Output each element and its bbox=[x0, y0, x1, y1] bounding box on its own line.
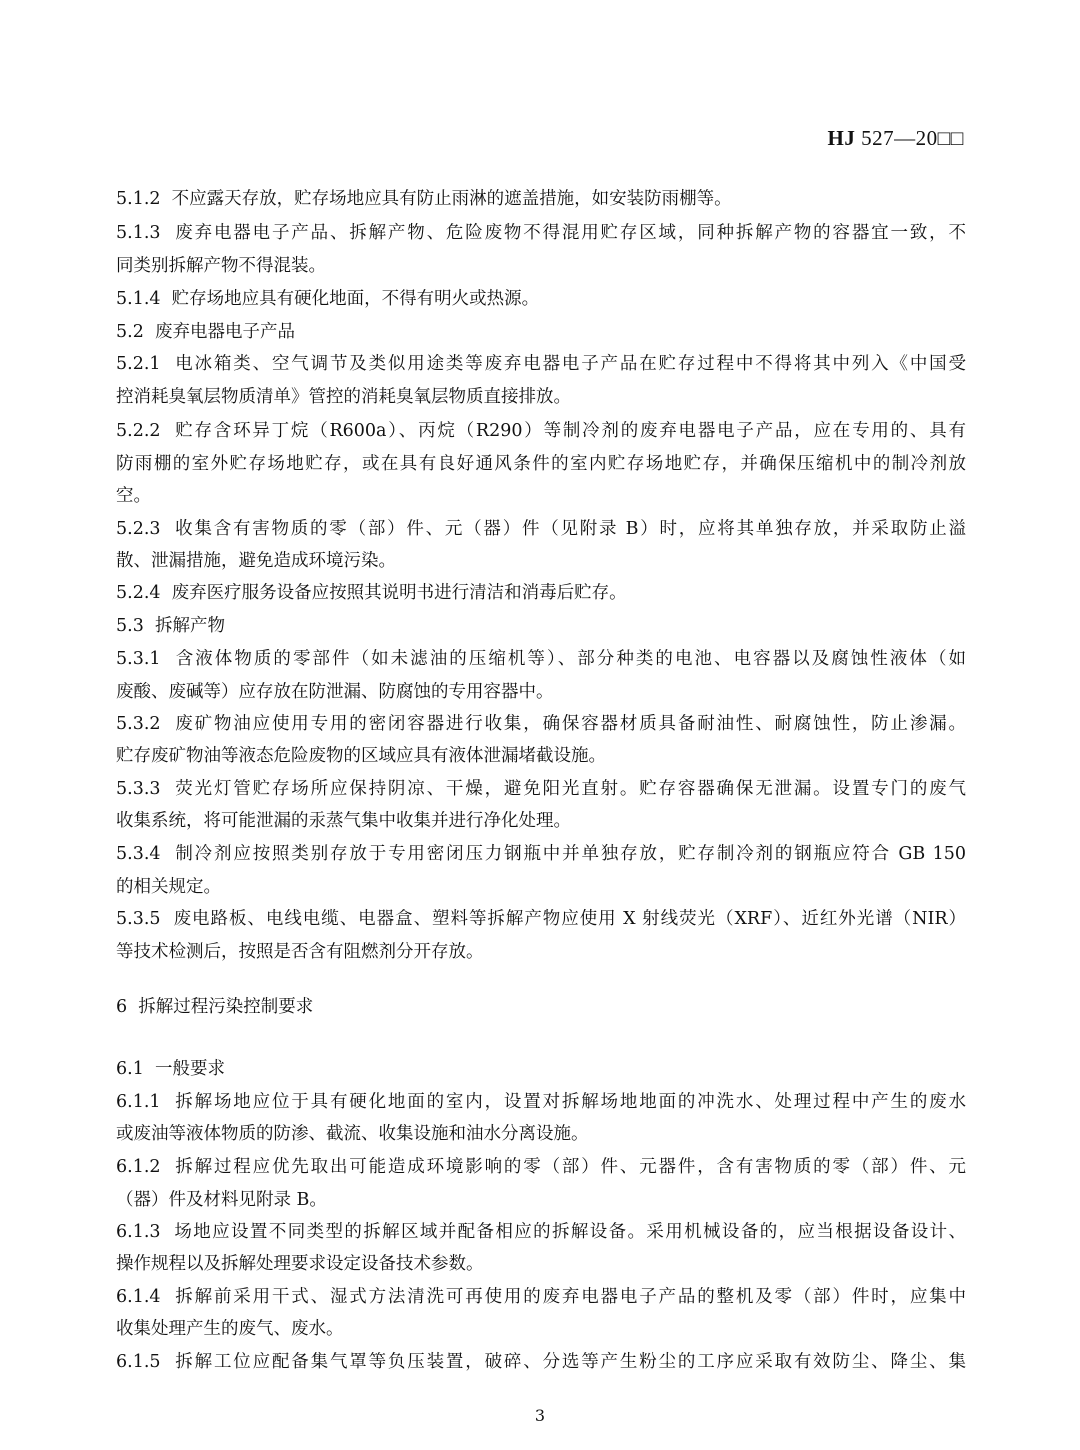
chapter-heading: 6 拆解过程污染控制要求 bbox=[116, 997, 314, 1017]
text-line: （器）件及材料见附录 B。 bbox=[116, 1190, 327, 1210]
text-line: 6.1.4 拆解前采用干式、湿式方法清洗可再使用的废弃电器电子产品的整机及零（部）件时，应集中 bbox=[116, 1287, 966, 1307]
section-heading: 6.1 一般要求 bbox=[116, 1059, 225, 1079]
text-line: 5.2.2 贮存含环异丁烷（R600a）、丙烷（R290）等制冷剂的废弃电器电子产品，应在专用的、具有 bbox=[116, 421, 966, 441]
text-line: 控消耗臭氧层物质清单》管控的消耗臭氧层物质直接排放。 bbox=[116, 387, 571, 407]
text-line: 的相关规定。 bbox=[116, 877, 221, 897]
standard-number: 527—20□□ bbox=[861, 126, 964, 150]
text-line: 5.2.3 收集含有害物质的零（部）件、元（器）件（见附录 B）时，应将其单独存放，并采取防止溢 bbox=[116, 519, 966, 539]
text-line: 收集系统，将可能泄漏的汞蒸气集中收集并进行净化处理。 bbox=[116, 811, 571, 831]
standard-code bbox=[828, 126, 964, 151]
text-line: 5.1.4 贮存场地应具有硬化地面，不得有明火或热源。 bbox=[116, 289, 540, 309]
text-line: 5.3.4 制冷剂应按照类别存放于专用密闭压力钢瓶中并单独存放，贮存制冷剂的钢瓶应符合 GB 150 bbox=[116, 844, 966, 864]
text-line: 收集处理产生的废气、废水。 bbox=[116, 1319, 344, 1339]
text-line: 6.1.2 拆解过程应优先取出可能造成环境影响的零（部）件、元器件，含有害物质的零（部）件、元 bbox=[116, 1157, 966, 1177]
text-line: 空。 bbox=[116, 486, 151, 506]
text-line: 同类别拆解产物不得混装。 bbox=[116, 256, 326, 276]
text-line: 5.3.5 废电路板、电线电缆、电器盒、塑料等拆解产物应使用 X 射线荧光（XRF）、近红外光谱（NIR） bbox=[116, 909, 966, 929]
text-line: 操作规程以及拆解处理要求设定设备技术参数。 bbox=[116, 1254, 484, 1274]
text-line: 或废油等液体物质的防渗、截流、收集设施和油水分离设施。 bbox=[116, 1124, 589, 1144]
section-heading: 5.3 拆解产物 bbox=[116, 616, 225, 636]
text-line: 6.1.5 拆解工位应配备集气罩等负压装置，破碎、分选等产生粉尘的工序应采取有效防尘、降尘、集 bbox=[116, 1352, 966, 1372]
standard-prefix: HJ bbox=[827, 126, 856, 150]
text-line: 6.1.3 场地应设置不同类型的拆解区域并配备相应的拆解设备。采用机械设备的，应当根据设备设计、 bbox=[116, 1222, 966, 1242]
text-line: 散、泄漏措施，避免造成环境污染。 bbox=[116, 551, 396, 571]
text-line: 等技术检测后，按照是否含有阻燃剂分开存放。 bbox=[116, 942, 484, 962]
text-line: 贮存废矿物油等液态危险废物的区域应具有液体泄漏堵截设施。 bbox=[116, 746, 606, 766]
text-line: 废酸、废碱等）应存放在防泄漏、防腐蚀的专用容器中。 bbox=[116, 682, 554, 702]
text-line: 5.1.2 不应露天存放，贮存场地应具有防止雨淋的遮盖措施，如安装防雨棚等。 bbox=[116, 189, 732, 209]
text-line: 5.1.3 废弃电器电子产品、拆解产物、危险废物不得混用贮存区域，同种拆解产物的容器宜一致，不 bbox=[116, 223, 966, 243]
section-heading: 5.2 废弃电器电子产品 bbox=[116, 322, 295, 342]
text-line: 防雨棚的室外贮存场地贮存，或在具有良好通风条件的室内贮存场地贮存，并确保压缩机中的制冷剂放 bbox=[116, 454, 966, 474]
text-line: 5.2.1 电冰箱类、空气调节及类似用途类等废弃电器电子产品在贮存过程中不得将其中列入《中国受 bbox=[116, 354, 966, 374]
page-number: 3 bbox=[534, 1406, 546, 1425]
text-line: 5.2.4 废弃医疗服务设备应按照其说明书进行清洁和消毒后贮存。 bbox=[116, 583, 627, 603]
text-line: 5.3.1 含液体物质的零部件（如未滤油的压缩机等）、部分种类的电池、电容器以及腐蚀性液体（如 bbox=[116, 649, 966, 669]
text-line: 5.3.3 荧光灯管贮存场所应保持阴凉、干燥，避免阳光直射。贮存容器确保无泄漏。设置专门的废气 bbox=[116, 779, 966, 799]
text-line: 6.1.1 拆解场地应位于具有硬化地面的室内，设置对拆解场地地面的冲洗水、处理过程中产生的废水 bbox=[116, 1092, 966, 1112]
text-line: 5.3.2 废矿物油应使用专用的密闭容器进行收集，确保容器材质具备耐油性、耐腐蚀性，防止渗漏。 bbox=[116, 714, 966, 734]
